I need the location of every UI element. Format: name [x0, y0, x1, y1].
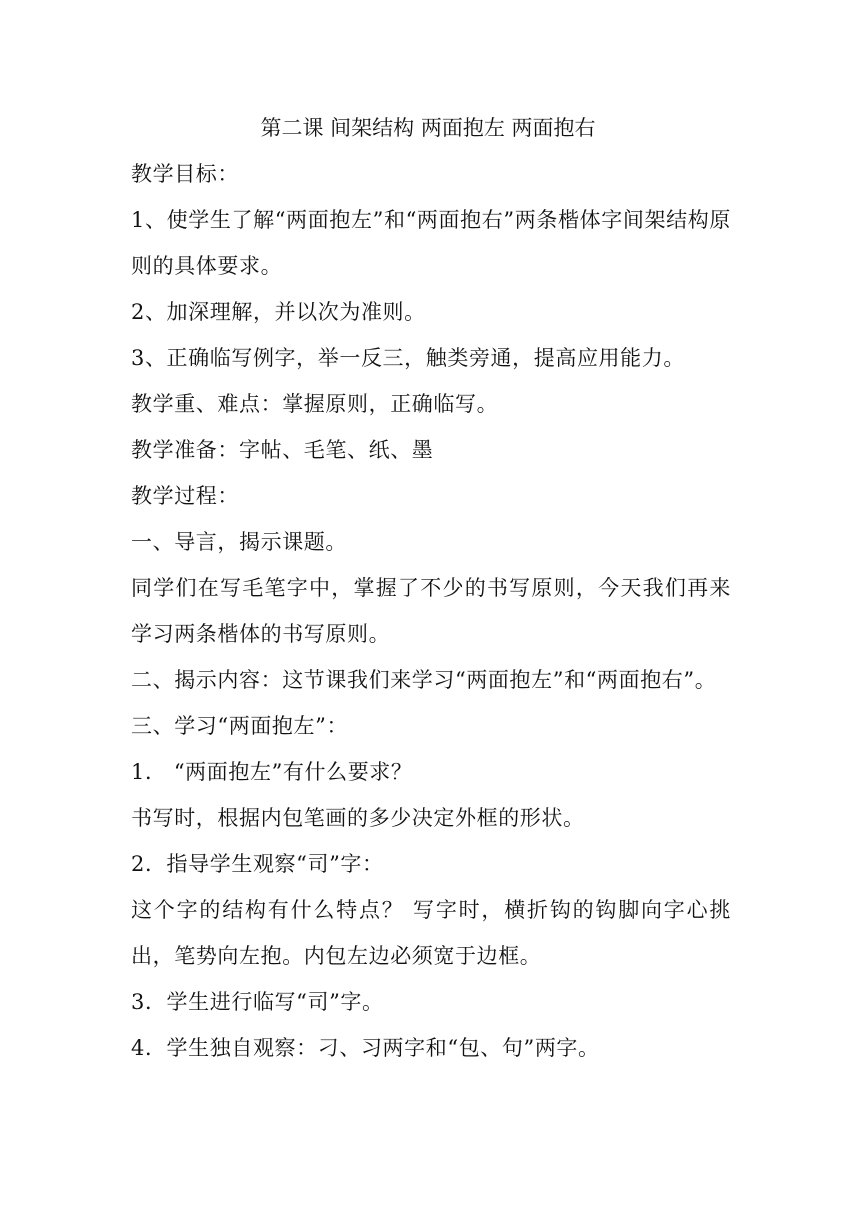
lesson-title: 第二课 间架结构 两面抱左 两面抱右	[260, 116, 596, 140]
paragraph-step-4: 4．学生独自观察：刁、习两字和“包、句”两字。	[131, 1036, 600, 1060]
document-body	[131, 108, 731, 1071]
paragraph-introduction: 同学们在写毛笔字中，掌握了不少的书写原则，今天我们再来学习两条楷体的书写原则。	[131, 576, 731, 646]
paragraph-step-2: 2．指导学生观察“司”字：	[131, 852, 384, 876]
paragraph-preparation: 教学准备：字帖、毛笔、纸、墨	[131, 438, 434, 462]
paragraph-objectives-heading: 教学目标：	[131, 162, 239, 186]
paragraph-step-1: 1． “两面抱左”有什么要求？	[131, 760, 413, 784]
paragraph-section-3: 三、学习“两面抱左”：	[131, 714, 349, 738]
paragraph-key-points: 教学重、难点：掌握原则，正确临写。	[131, 392, 499, 416]
paragraph-step-3: 3．学生进行临写“司”字。	[131, 990, 384, 1014]
paragraph-objective-1: 1、使学生了解“两面抱左”和“两面抱右”两条楷体字间架结构原则的具体要求。	[131, 208, 731, 278]
paragraph-objective-2: 2、加深理解，并以次为准则。	[131, 300, 426, 324]
paragraph-section-1: 一、导言，揭示课题。	[131, 530, 347, 554]
paragraph-section-2: 二、揭示内容：这节课我们来学习“两面抱左”和“两面抱右”。	[131, 668, 717, 692]
paragraph-objective-3: 3、正确临写例字，举一反三，触类旁通，提高应用能力。	[131, 346, 685, 370]
paragraph-step-1-answer: 书写时，根据内包笔画的多少决定外框的形状。	[131, 806, 585, 830]
paragraph-process-heading: 教学过程：	[131, 484, 239, 508]
paragraph-step-2-detail: 这个字的结构有什么特点？ 写字时，横折钩的钩脚向字心挑出，笔势向左抱。内包左边必须宽于边框。	[131, 898, 731, 968]
